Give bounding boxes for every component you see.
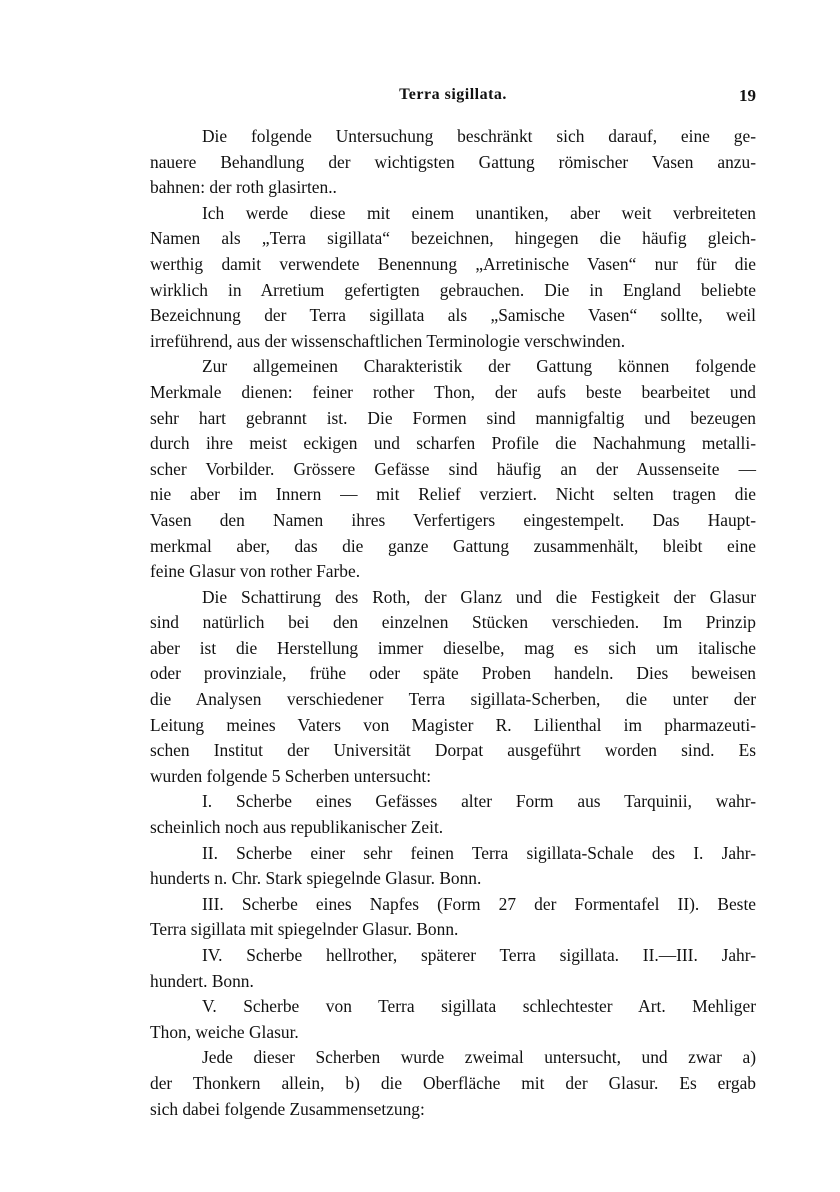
text-line: I. Scherbe eines Gefässes alter Form aus Tarquinii, wahr- [202, 791, 756, 812]
text-line: Thon, weiche Glasur. [150, 1021, 299, 1042]
text-line: Merkmale dienen: feiner rother Thon, der aufs beste bearbeitet und [150, 381, 756, 402]
text-line: Zur allgemeinen Charakteristik der Gattung können folgende [202, 356, 756, 377]
text-line: Namen als „Terra sigillata“ bezeichnen, hingegen die häufig gleich- [150, 228, 756, 249]
text-line: Die Schattirung des Roth, der Glanz und die Festigkeit der Glasur [202, 586, 756, 607]
text-line: wurden folgende 5 Scherben untersucht: [150, 765, 432, 786]
text-line: III. Scherbe eines Napfes (Form 27 der Formentafel II). Beste [202, 893, 756, 914]
text-line: Die folgende Untersuchung beschränkt sich darauf, eine ge- [202, 126, 756, 146]
text-line: Jede dieser Scherben wurde zweimal untersucht, und zwar a) [202, 1047, 756, 1068]
text-line: sehr hart gebrannt ist. Die Formen sind mannigfaltig und bezeugen [150, 407, 756, 428]
text-line: merkmal aber, das die ganze Gattung zusammenhält, bleibt eine [150, 535, 756, 556]
text-line: Ich werde diese mit einem unantiken, aber weit verbreiteten [202, 202, 756, 223]
text-line: schen Institut der Universität Dorpat ausgeführt worden sind. Es [150, 740, 756, 761]
text-line: durch ihre meist eckigen und scharfen Profile die Nachahmung metalli- [150, 433, 756, 454]
text-line: Leitung meines Vaters von Magister R. Lilienthal im pharmazeuti- [150, 714, 756, 735]
text-line: IV. Scherbe hellrother, späterer Terra sigillata. II.—III. Jahr- [202, 945, 756, 965]
body-text [150, 124, 756, 1122]
text-line: bahnen: der roth glasirten.. [150, 177, 337, 198]
text-line: der Thonkern allein, b) die Oberfläche mit der Glasur. Es ergab [150, 1072, 756, 1093]
text-line: II. Scherbe einer sehr feinen Terra sigillata-Schale des I. Jahr- [202, 842, 756, 863]
text-line: aber ist die Herstellung immer dieselbe, mag es sich um italische [150, 637, 756, 658]
text-line: scheinlich noch aus republikanischer Zeit. [150, 817, 444, 838]
text-line: feine Glasur von rother Farbe. [150, 561, 361, 582]
text-line: Bezeichnung der Terra sigillata als „Samische Vasen“ sollte, weil [150, 305, 756, 326]
text-line: wirklich in Arretium gefertigten gebrauchen. Die in England beliebte [150, 279, 756, 300]
text-line: oder provinziale, frühe oder späte Proben handeln. Dies beweisen [150, 663, 756, 684]
running-title: Terra sigillata. [399, 86, 507, 103]
text-line: sind natürlich bei den einzelnen Stücken verschieden. Im Prinzip [150, 612, 756, 633]
text-line: sich dabei folgende Zusammensetzung: [150, 1098, 425, 1119]
text-line: irreführend, aus der wissenschaftlichen Terminologie verschwinden. [150, 330, 626, 351]
text-line: nie aber im Innern — mit Relief verziert. Nicht selten tragen die [150, 484, 756, 505]
text-line: die Analysen verschiedener Terra sigillata-Scherben, die unter der [150, 689, 756, 710]
page-number: 19 [739, 86, 756, 105]
text-line: scher Vorbilder. Grössere Gefässe sind häufig an der Aussenseite — [150, 458, 756, 479]
text-line: Terra sigillata mit spiegelnder Glasur. Bonn. [150, 919, 459, 940]
text-line: hunderts n. Chr. Stark spiegelnde Glasur. Bonn. [150, 868, 482, 889]
text-line: werthig damit verwendete Benennung „Arretinische Vasen“ nur für die [150, 253, 756, 274]
text-line: hundert. Bonn. [150, 970, 254, 991]
running-head [150, 86, 756, 110]
text-line: V. Scherbe von Terra sigillata schlechtester Art. Mehliger [202, 996, 756, 1017]
text-line: Vasen den Namen ihres Verfertigers eingestempelt. Das Haupt- [150, 509, 756, 530]
text-line: nauere Behandlung der wichtigsten Gattung römischer Vasen anzu- [150, 151, 756, 172]
